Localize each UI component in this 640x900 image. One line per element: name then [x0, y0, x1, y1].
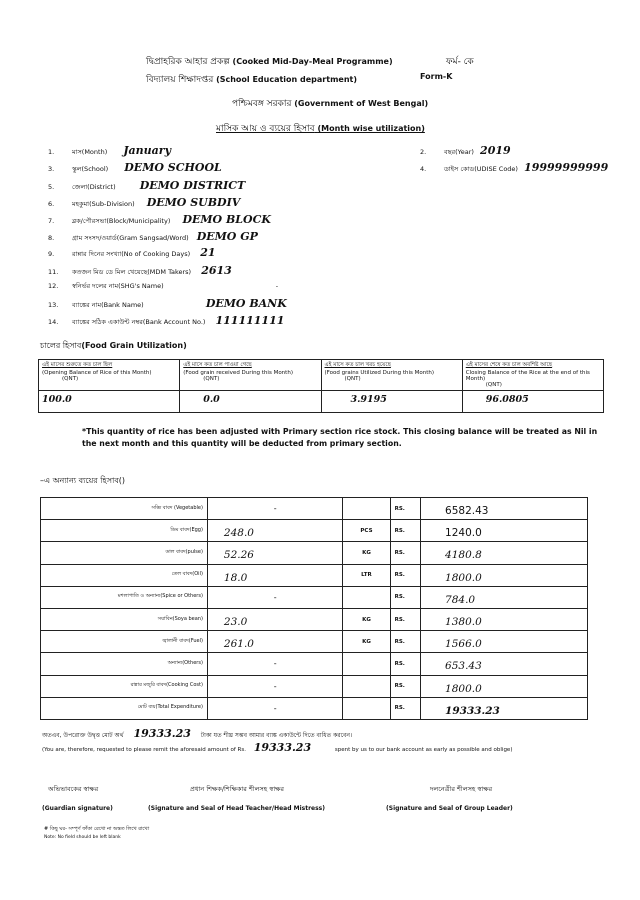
- grain-header-utilized: এই মাসে কত চাল খরচ হয়েছে (Food grains Utilized During this Month) (QNT): [321, 360, 462, 391]
- expense-row-others: অন্যান্য(Others) - RS. 653.43: [41, 653, 588, 675]
- grain-value-received: 0.0: [180, 391, 321, 413]
- group-leader-signature-en: (Signature and Seal of Group Leader): [386, 805, 513, 812]
- expense-row-cooking-cost: রান্নার মজুরি বাবদ(Cooking Cost) - RS. 1800.0: [41, 675, 588, 697]
- expense-row-soya-bean: সয়াবিন(Soya bean) 23.0 KG RS. 1380.0: [41, 608, 588, 630]
- field-mdm-takers: 11. কতজন মিড ডে মিল খেয়েছে(MDM Takers) 2613: [48, 264, 232, 277]
- field-month: 1. মাস(Month) January: [48, 144, 171, 157]
- grain-value-row: [39, 391, 604, 413]
- grain-value-opening: 100.0: [39, 391, 180, 413]
- field-gram-sangsad: 8. গ্রাম সংসদ/ওয়ার্ড(Gram Sangsad/Word) DEMO GP: [48, 230, 258, 243]
- grain-title: চালের হিসাব(Food Grain Utilization): [40, 341, 187, 350]
- head-teacher-signature-en: (Signature and Seal of Head Teacher/Head Mistress): [148, 805, 325, 812]
- footnote-en: Note: No field should be left blank: [44, 835, 121, 840]
- expense-row-total: মোট ব্যয়(Total Expenditure) - RS. 19333.23: [41, 697, 588, 719]
- field-district: 5. জেলা(District) DEMO DISTRICT: [48, 179, 246, 192]
- guardian-signature-en: (Guardian signature): [42, 805, 113, 812]
- header-line-2: বিদ্যালয় শিক্ষাদপ্তর (School Education department): [146, 75, 358, 85]
- grain-value-utilized: 3.9195: [321, 391, 462, 413]
- expense-row-spice: মশলাপাতি ও অন্যান্য(Spice or Others) - RS. 784.0: [41, 586, 588, 608]
- grain-header-closing: এই মাসের শেষে কত চাল অবশিষ্ট আছে Closing Balance of the Rice at the end of this Month) (QNT): [462, 360, 603, 391]
- field-subdivision: 6. মহকুমা(Sub-Division) DEMO SUBDIV: [48, 196, 241, 209]
- field-shg-name: 12. স্বনির্ভর দলের নাম(SHG's Name) -: [48, 282, 279, 290]
- expense-row-pulse: ডাল বাবদ(pulse) 52.26 KG RS. 4180.8: [41, 542, 588, 564]
- expense-row-vegetable: সব্জি বাবদ (Vegetable) - RS. 6582.43: [41, 498, 588, 520]
- form-label-bn: ফর্ম- কে: [446, 57, 474, 67]
- field-udise-code: 4. ডাইস কোড(UDISE Code) 19999999999: [420, 161, 609, 174]
- footnote-bn: # কিছু ঘর- সম্পূর্ণ ফাঁকা রেখো না অন্তত লিখে রাখো: [44, 826, 150, 832]
- grain-header-received: এই মাসে কত চাল পাওয়া গেছে (Food grain received During this Month) (QNT): [180, 360, 321, 391]
- header-line-1: দ্বিপ্রাহরিক আহার প্রকল্প (Cooked Mid-Day-Meal Programme): [146, 57, 393, 67]
- expenses-table: [40, 497, 588, 720]
- field-bank-name: 13. ব্যাঙ্কের নাম(Bank Name) DEMO BANK: [48, 297, 287, 310]
- field-cooking-days: 9. রান্নার দিনের সংখ্যা(No of Cooking Days) 21: [48, 246, 216, 259]
- rice-adjustment-note: *This quantity of rice has been adjusted with Primary section rice stock. This closing balance will be treated as Nil in the next month and this quantity will be deducted from primary section.: [82, 427, 598, 448]
- guardian-signature-bn: অভিভাবকের স্বাক্ষর: [48, 785, 99, 793]
- grain-value-closing: 96.0805: [462, 391, 603, 413]
- remit-line-bn: অতএব, উপরোক্ত উদ্বৃত্ত মোট অর্থ 19333.23 টাকা যত শীঘ্র সম্ভব আমার ব্যাঙ্ক একাউন্টে দিতে বাধিত করবেন।: [42, 727, 353, 740]
- field-year: 2. বছর(Year) 2019: [420, 144, 511, 157]
- grain-header-row: [39, 360, 604, 391]
- grain-header-opening: এই মাসের শুরুতে কত চাল ছিল (Opening Balance of Rice of this Month) (QNT): [39, 360, 180, 391]
- expense-row-fuel: জ্বালানী বাবদ(Fuel) 261.0 KG RS. 1566.0: [41, 631, 588, 653]
- form-label-en: Form-K: [420, 72, 453, 81]
- field-school: 3. স্কুল(School) DEMO SCHOOL: [48, 161, 222, 174]
- group-leader-signature-bn: দলনেত্রীর শীলসহ স্বাক্ষর: [430, 785, 493, 793]
- field-bank-account: 14. ব্যাঙ্কের সঠিক একাউন্ট নম্বর(Bank Account No.) 111111111: [48, 314, 285, 327]
- header-line-3: পশ্চিমবঙ্গ সরকার (Government of West Bengal): [232, 99, 429, 109]
- expense-row-egg: ডিম বাবদ(Egg) 248.0 PCS RS. 1240.0: [41, 520, 588, 542]
- head-teacher-signature-bn: প্রধান শিক্ষক/শিক্ষিকার শীলসহ স্বাক্ষর: [190, 785, 284, 793]
- field-block: 7. ব্লক/পৌরসভা(Block/Municipality) DEMO BLOCK: [48, 213, 271, 226]
- remit-line-en: (You are, therefore, requested to please remit the aforesaid amount of Rs. 19333.23 spent by us to our bank account as early as possible and oblige): [42, 741, 513, 754]
- grain-table: [38, 359, 604, 413]
- header-line-4: মাসিক আয় ও ব্যয়ের হিসাব (Month wise utilization): [216, 124, 425, 134]
- expenses-title: –এ অন্যান্য ব্যয়ের হিসাব(): [40, 476, 126, 485]
- expense-row-oil: তেল বাবদ(Oil) 18.0 LTR RS. 1800.0: [41, 564, 588, 586]
